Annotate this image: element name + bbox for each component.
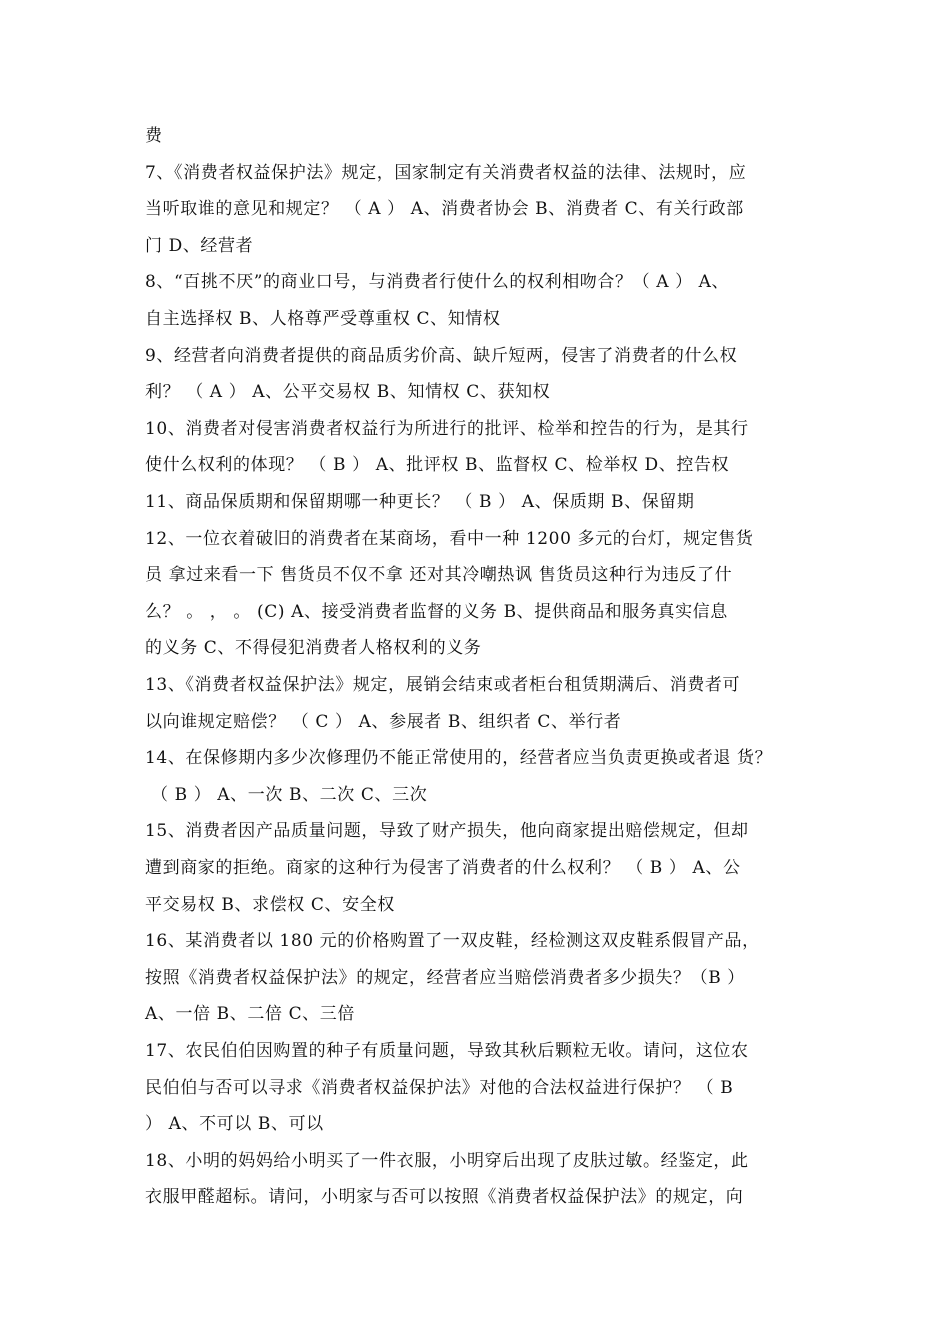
text-line: 遭到商家的拒绝。商家的这种行为侵害了消费者的什么权利？ （ B ） A、公: [145, 858, 741, 878]
text-line: 7、《消费者权益保护法》规定，国家制定有关消费者权益的法律、法规时，应: [145, 163, 747, 183]
text-line: 民伯伯与否可以寻求《消费者权益保护法》对他的合法权益进行保护？ （ B: [145, 1078, 734, 1098]
text-line: 12、一位衣着破旧的消费者在某商场，看中一种 1200 多元的台灯，规定售货: [145, 529, 754, 549]
text-line: ） A、不可以 B、可以: [145, 1114, 324, 1134]
text-line: 11、商品保质期和保留期哪一种更长？ （ B ） A、保质期 B、保留期: [145, 492, 695, 512]
text-line: 9、经营者向消费者提供的商品质劣价高、缺斤短两，侵害了消费者的什么权: [145, 346, 738, 366]
text-line: 的义务 C、不得侵犯消费者人格权利的义务: [145, 638, 482, 658]
text-line: 15、消费者因产品质量问题，导致了财产损失，他向商家提出赔偿规定，但却: [145, 821, 749, 841]
text-line: A、一倍 B、二倍 C、三倍: [145, 1004, 355, 1024]
text-line: 衣服甲醛超标。请问，小明家与否可以按照《消费者权益保护法》的规定，向: [145, 1187, 744, 1207]
text-line: 8、“百挑不厌”的商业口号，与消费者行使什么的权利相吻合？（ A ） A、: [145, 272, 730, 292]
text-line: 10、消费者对侵害消费者权益行为所进行的批评、检举和控告的行为，是其行: [145, 419, 749, 439]
text-line: 以向谁规定赔偿？ （ C ） A、参展者 B、组织者 C、举行者: [145, 712, 622, 732]
text-line: 16、某消费者以 180 元的价格购置了一双皮鞋，经检测这双皮鞋系假冒产品，: [145, 931, 760, 951]
text-line: 按照《消费者权益保护法》的规定，经营者应当赔偿消费者多少损失？（B ）: [145, 968, 745, 988]
text-line: 利？ （ A ） A、公平交易权 B、知情权 C、获知权: [145, 382, 551, 402]
text-line: 当听取谁的意见和规定？ （ A ） A、消费者协会 B、消费者 C、有关行政部: [145, 199, 744, 219]
text-line: 使什么权利的体现？ （ B ） A、批评权 B、监督权 C、检举权 D、控告权: [145, 455, 730, 475]
text-line: 13、《消费者权益保护法》规定，展销会结束或者柜台租赁期满后、消费者可: [145, 675, 741, 695]
text-line: 门 D、经营者: [145, 236, 254, 256]
text-line: 自主选择权 B、人格尊严受尊重权 C、知情权: [145, 309, 501, 329]
text-line: 员 拿过来看一下 售货员不仅不拿 还对其冷嘲热讽 售货员这种行为违反了什: [145, 565, 733, 585]
text-line: 14、在保修期内多少次修理仍不能正常使用的，经营者应当负责更换或者退 货？: [145, 748, 773, 768]
text-line: 费: [145, 126, 163, 146]
text-line: 17、农民伯伯因购置的种子有质量问题，导致其秋后颗粒无收。请问，这位农: [145, 1041, 749, 1061]
text-line: 18、小明的妈妈给小明买了一件衣服，小明穿后出现了皮肤过敏。经鉴定，此: [145, 1151, 749, 1171]
text-line: 平交易权 B、求偿权 C、安全权: [145, 895, 395, 915]
text-line: 么？ 。 ， 。 (C) A、接受消费者监督的义务 B、提供商品和服务真实信息: [145, 602, 728, 622]
text-line: （ B ） A、一次 B、二次 C、三次: [145, 785, 428, 805]
